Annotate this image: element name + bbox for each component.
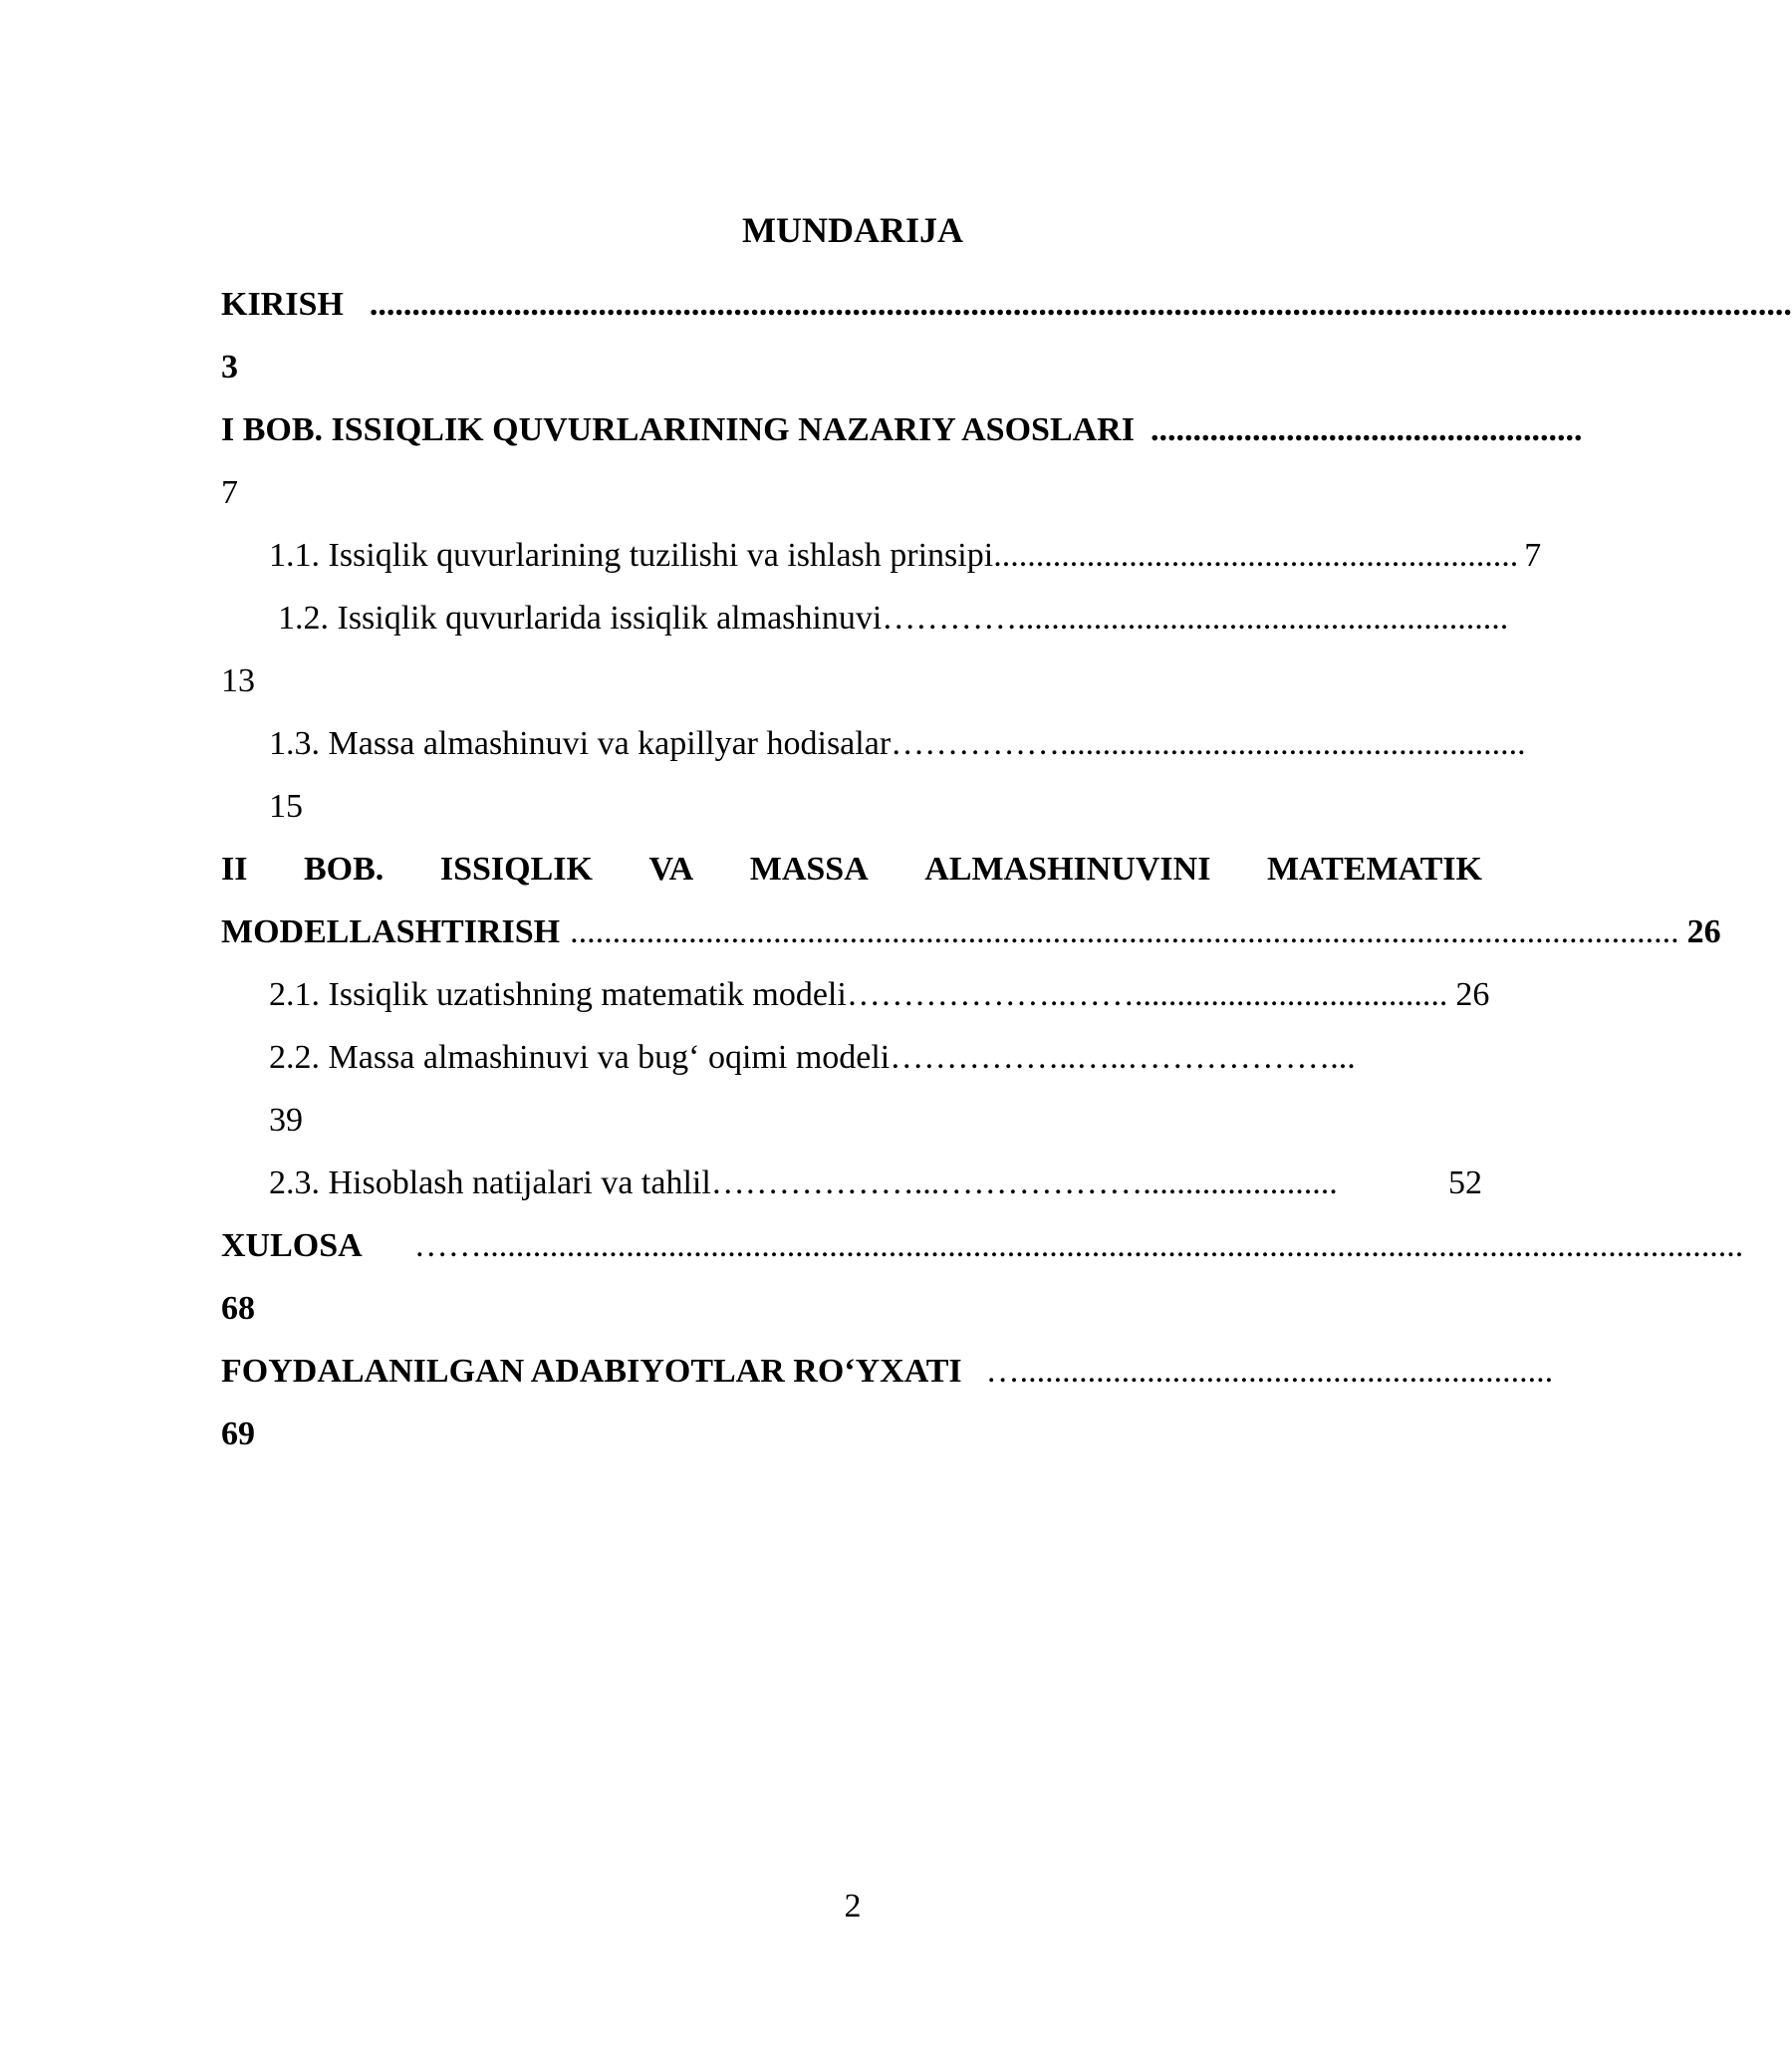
toc-entry-bob2[interactable] xyxy=(221,838,1482,901)
toc-leader-dots: ……..................................................................................................................................................... xyxy=(413,1227,1744,1264)
toc-entry-label: KIRISH xyxy=(221,286,344,323)
table-of-contents xyxy=(221,273,1792,1465)
toc-entry-kirish[interactable] xyxy=(221,273,1792,336)
toc-entry-label: FOYDALANILGAN ADABIYOTLAR RO‘YXATI xyxy=(221,1353,962,1390)
toc-entry-word: II xyxy=(221,851,248,888)
toc-entry-label: 1.3. Massa almashinuvi va kapillyar hodisalar xyxy=(269,725,892,762)
toc-entry-page: 3 xyxy=(221,349,238,386)
toc-entry-label: 1.2. Issiqlik quvurlarida issiqlik almashinuvi xyxy=(278,600,883,637)
toc-entry-label: XULOSA xyxy=(221,1227,363,1264)
toc-entry-word: ISSIQLIK xyxy=(439,851,593,888)
toc-entry-1-3[interactable] xyxy=(221,712,1526,775)
toc-entry-label: 1.1. Issiqlik quvurlarining tuzilishi va ishlash prinsipi xyxy=(269,537,994,574)
toc-leader-dots: ........................................................................................................................................................................ xyxy=(369,286,1792,323)
toc-entry-label: 2.3. Hisoblash natijalari va tahlil xyxy=(269,1164,711,1201)
toc-entry-xulosa[interactable] xyxy=(221,1214,1744,1277)
toc-entry-word: VA xyxy=(648,851,694,888)
toc-entry-page: 15 xyxy=(269,788,303,825)
toc-entry-word: MATEMATIK xyxy=(1266,851,1482,888)
toc-entry-bob1[interactable] xyxy=(221,398,1583,461)
toc-entry-word: BOB. xyxy=(304,851,384,888)
toc-entry-bob2-cont[interactable] xyxy=(221,901,1721,963)
toc-entry-word: ALMASHINUVINI xyxy=(924,851,1211,888)
toc-title: MUNDARIJA xyxy=(742,210,963,250)
toc-leader-dots: ................................................................................................................................... xyxy=(570,913,1679,950)
toc-entry-label: I BOB. ISSIQLIK QUVURLARINING NAZARIY ASOSLARI xyxy=(221,411,1135,448)
toc-leader-dots: ……………..…..………………... xyxy=(890,1039,1356,1076)
toc-entry-label: 2.2. Massa almashinuvi va bug‘ oqimi modeli xyxy=(269,1039,891,1076)
toc-entry-1-2[interactable] xyxy=(221,587,1509,649)
toc-leader-dots: ................................................... xyxy=(1150,411,1583,448)
toc-entry-page: 26 xyxy=(1455,976,1490,1013)
toc-entry-page: 68 xyxy=(221,1290,255,1327)
toc-leader-dots: .............................................................. xyxy=(993,537,1519,574)
toc-entry-adabiyotlar[interactable] xyxy=(221,1340,1554,1403)
toc-entry-page: 52 xyxy=(1448,1164,1482,1201)
toc-entry-label: 2.1. Issiqlik uzatishning matematik modeli xyxy=(269,976,847,1013)
toc-entry-page: 69 xyxy=(221,1416,255,1452)
toc-leader-dots: ……………....................................................... xyxy=(891,725,1526,762)
toc-entry-page: 26 xyxy=(1686,913,1721,950)
toc-leader-dots: …............................................................... xyxy=(985,1353,1554,1390)
toc-entry-2-1[interactable] xyxy=(221,963,1490,1026)
toc-leader-dots: ………………..……..................................... xyxy=(846,976,1448,1013)
toc-entry-page: 7 xyxy=(1524,537,1542,574)
toc-entry-2-3[interactable] xyxy=(221,1152,1482,1214)
toc-entry-word: MASSA xyxy=(749,851,869,888)
toc-entry-page: 7 xyxy=(221,474,238,511)
toc-entry-2-2[interactable] xyxy=(221,1026,1482,1089)
page-number: 2 xyxy=(844,1888,862,1925)
toc-entry-page: 39 xyxy=(269,1102,303,1139)
toc-entry-1-1[interactable] xyxy=(221,524,1542,587)
toc-entry-label: MODELLASHTIRISH xyxy=(221,913,561,950)
toc-entry-page: 13 xyxy=(221,662,255,699)
toc-leader-dots: ………………...………………....................... xyxy=(710,1164,1338,1201)
toc-leader-dots: ………….......................................................... xyxy=(882,600,1509,637)
